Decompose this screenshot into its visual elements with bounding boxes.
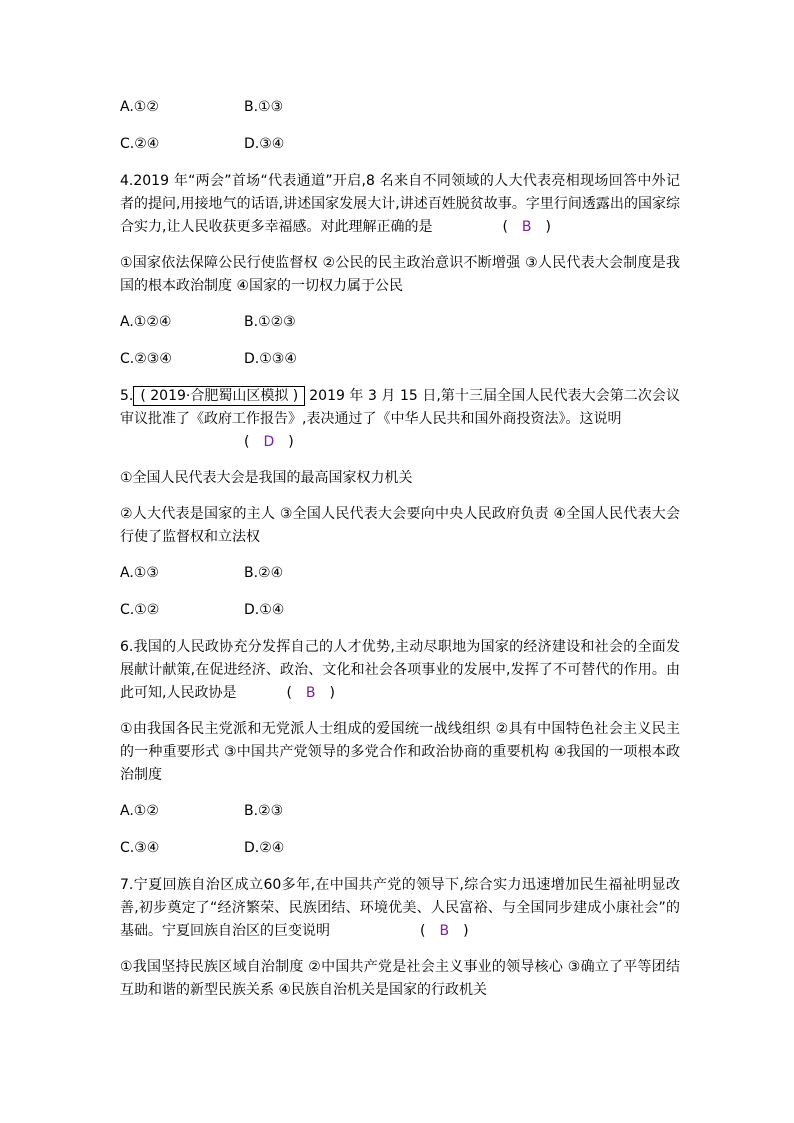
option-c[interactable]: C.①② [120,602,160,618]
q4-options-row-1 [120,311,680,333]
question-5-statement-1: ①全国人民代表大会是我国的最高国家权力机关 [120,470,413,486]
question-7 [120,874,680,943]
q3-options-row-1 [120,96,680,118]
option-a[interactable]: A.①② [120,99,159,115]
document-body [120,96,680,1015]
question-5-statements: ②人大代表是国家的主人 ③全国人民代表大会要向中央人民政府负责 ④全国人民代表大会行使了监督权和立法权 [120,506,680,545]
q5-options-row-1 [120,562,680,584]
option-c[interactable]: C.②③④ [120,351,172,367]
option-d[interactable]: D.①③④ [244,351,297,367]
q4-options-row-2 [120,348,680,370]
option-c[interactable]: C.③④ [120,840,160,856]
option-b[interactable]: B.②④ [244,565,284,581]
question-4-statements: ①国家依法保障公民行使监督权 ②公民的民主政治意识不断增强 ③人民代表大会制度是我国的根本政治制度 ④国家的一切权力属于公民 [120,255,680,294]
question-stem: 2019 年 3 月 15 日,第十三届全国人民代表大会第二次会议审议批准了《政府工作报告》,表决通过了《中华人民共和国外商投资法》。这说明 [120,388,680,427]
question-5 [120,385,680,454]
option-b[interactable]: B.①②③ [244,314,296,330]
question-stem: 7.宁夏回族自治区成立60多年,在中国共产党的领导下,综合实力迅速增加民生福祉明显改善,初步奠定了“经济繁荣、民族团结、环境优美、人民富裕、与全国同步建成小康社会”的基础。宁夏回族自治区的巨变说明 [120,877,680,939]
question-6 [120,636,680,705]
answer-bracket: ( B ) [286,682,335,705]
option-a[interactable]: A.①②④ [120,314,172,330]
q6-options-row-1 [120,800,680,822]
option-d[interactable]: D.②④ [244,840,285,856]
answer-bracket: ( D ) [244,431,294,454]
q5-options-row-2 [120,599,680,621]
answer-bracket: ( B ) [502,216,551,239]
source-tag: ( 2019·合肥蜀山区模拟 ) [133,386,305,406]
question-stem: 4.2019 年“两会”首场“代表通道”开启,8 名来自不同领域的人大代表亮相现场回答中外记者的提问,用接地气的话语,讲述国家发展大计,讲述百姓脱贫故事。字里行间透露出的国家综合实力,让人民收获更多幸福感。对此理解正确的是 [120,173,680,235]
question-6-statements: ①由我国各民主党派和无党派人士组成的爱国统一战线组织 ②具有中国特色社会主义民主的一种重要形式 ③中国共产党领导的多党合作和政治协商的重要机构 ④我国的一项根本政治制度 [120,721,680,783]
option-c[interactable]: C.②④ [120,136,160,152]
question-7-statements: ①我国坚持民族区域自治制度 ②中国共产党是社会主义事业的领导核心 ③确立了平等团结互助和谐的新型民族关系 ④民族自治机关是国家的行政机关 [120,959,680,998]
q3-options-row-2 [120,133,680,155]
question-number: 5. [120,388,134,404]
answer-letter: B [305,685,316,701]
option-b[interactable]: B.②③ [244,803,284,819]
answer-letter: B [439,923,450,939]
option-d[interactable]: D.①④ [244,602,285,618]
answer-letter: B [521,219,532,235]
answer-bracket: ( B ) [420,920,469,943]
option-a[interactable]: A.①② [120,803,159,819]
question-stem: 6.我国的人民政协充分发挥自己的人才优势,主动尽职地为国家的经济建设和社会的全面发展献计献策,在促进经济、政治、文化和社会各项事业的发展中,发挥了不可替代的作用。由此可知,人民政协是 [120,639,680,701]
answer-letter: D [263,434,275,450]
q6-options-row-2 [120,837,680,859]
option-b[interactable]: B.①③ [244,99,284,115]
question-4 [120,170,680,239]
option-d[interactable]: D.③④ [244,136,285,152]
option-a[interactable]: A.①③ [120,565,159,581]
